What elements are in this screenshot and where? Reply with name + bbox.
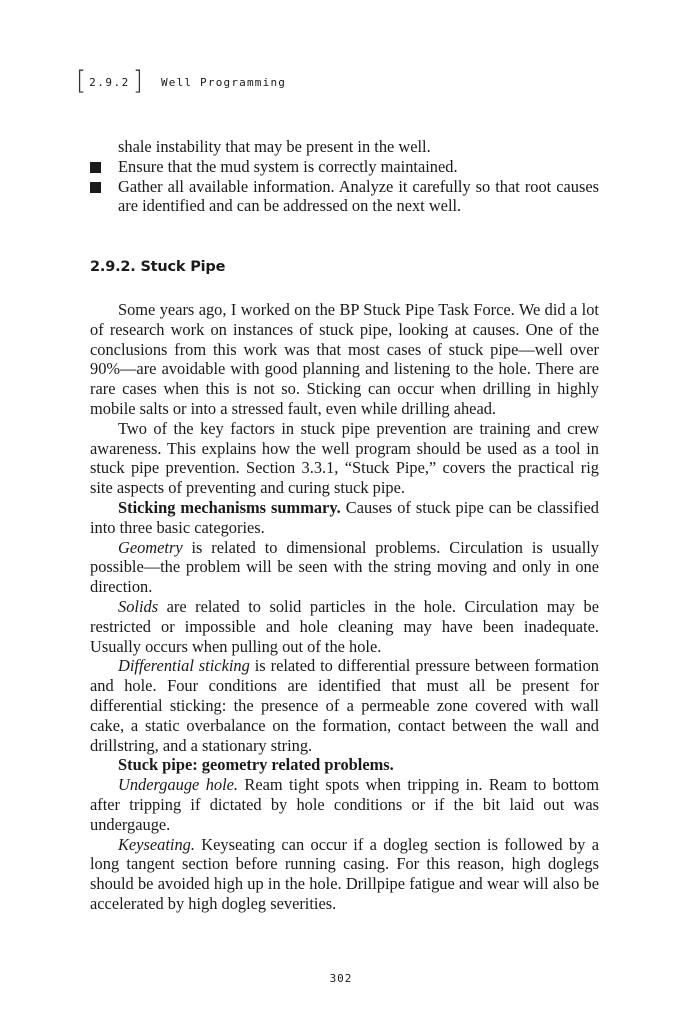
header-title: Well Programming xyxy=(160,75,287,89)
list-item xyxy=(90,177,599,217)
paragraph: Undergauge hole. Ream tight spots when tripping in. Ream to bottom after tripping if dictated by hole conditions or if the bit laid out was undergauge. xyxy=(90,775,599,834)
bullet-text: Ensure that the mud system is correctly maintained. xyxy=(118,156,458,176)
paragraph: Some years ago, I worked on the BP Stuck Pipe Task Force. We did a lot of research work on instances of stuck pipe, looking at causes. One of the conclusions from this work was that most cases of stuck pipe—well over 90%—are avoidable with good planning and listening to the hole. There are rare cases when this is not so. Sticking can occur when drilling in highly mobile salts or into a stressed fault, even while drilling ahead. xyxy=(90,299,599,418)
square-bullet-icon xyxy=(90,182,101,193)
page-number: 302 xyxy=(329,972,353,985)
term: Differential sticking xyxy=(118,656,250,676)
term: Keyseating. xyxy=(118,834,195,854)
paragraph: Differential sticking is related to differential pressure between formation and hole. Four conditions are identified that must all be present for differential sticking: the presence of a permeable zone covered with wall cake, a static overbalance on the formation, contact between the wall and drillstring, and a stationary string. xyxy=(90,656,599,755)
bracket-close: ] xyxy=(132,66,143,96)
term: Solids xyxy=(118,596,159,616)
section-heading: 2.9.2. Stuck Pipe xyxy=(90,259,226,276)
bracket-open: [ xyxy=(76,66,87,96)
list-item xyxy=(90,157,599,177)
paragraph: Geometry is related to dimensional problems. Circulation is usually possible—the problem will be seen with the string moving and only in one direction. xyxy=(90,537,599,597)
bullet-list xyxy=(90,157,599,216)
paragraph: Two of the key factors in stuck pipe prevention are training and crew awareness. This explains how the well program should be used as a tool in stuck pipe prevention. Section 3.3.1, “Stuck Pipe,” covers the practical rig site aspects of preventing and curing stuck pipe. xyxy=(90,418,599,498)
paragraph: Solids are related to solid particles in the hole. Circulation may be restricted or impossible and hole cleaning may have been inadequate. Usually occurs when pulling out of the hole. xyxy=(90,596,599,656)
paragraph: Sticking mechanisms summary. Causes of stuck pipe can be classified into three basic categories. xyxy=(90,497,599,537)
term: Geometry xyxy=(118,537,183,557)
header-section-number: 2.9.2 xyxy=(89,75,130,89)
square-bullet-icon xyxy=(90,162,101,173)
run-in-heading: Sticking mechanisms summary. xyxy=(118,497,341,517)
bullet-text: Gather all available information. Analyze it carefully so that root causes are identified and can be addressed on the next well. xyxy=(118,176,599,216)
term: Undergauge hole. xyxy=(118,775,239,795)
paragraph xyxy=(90,755,599,775)
paragraph: Keyseating. Keyseating can occur if a dogleg section is followed by a long tangent section before running casing. For this reason, high doglegs should be avoided high up in the hole. Drillpipe fatigue and wear will also be accelerated by high dogleg severities. xyxy=(90,834,599,913)
run-in-heading: Stuck pipe: geometry related problems. xyxy=(118,755,394,775)
running-head xyxy=(76,66,286,96)
body-text xyxy=(90,137,599,914)
carryover-line: shale instability that may be present in the well. xyxy=(118,137,431,156)
